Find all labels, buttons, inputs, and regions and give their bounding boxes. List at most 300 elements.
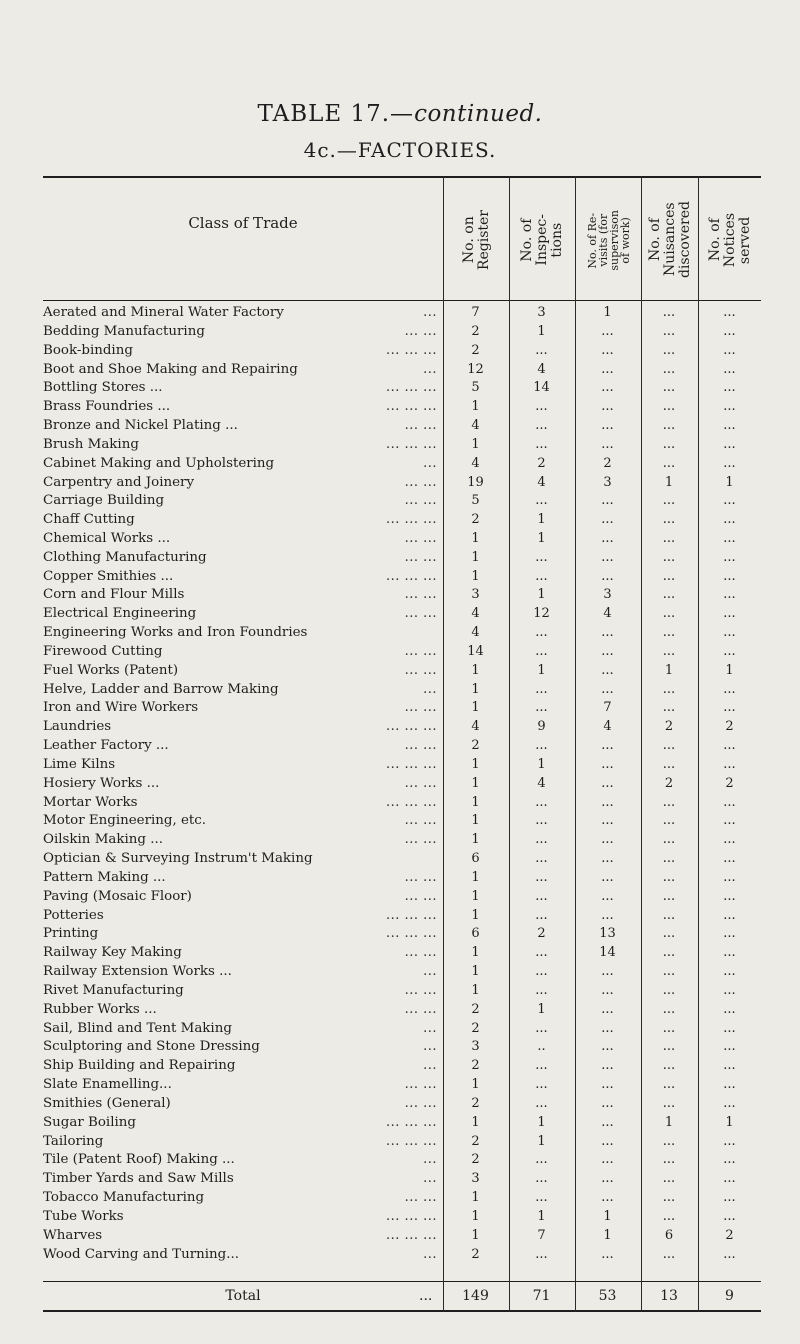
cell-inspections: 1 — [537, 662, 546, 678]
cell-inspections: ... — [535, 549, 548, 565]
leader-dots: ... ... — [404, 945, 437, 961]
cell-revisits: ... — [601, 1246, 614, 1262]
trade-name: Laundries — [43, 719, 112, 735]
leader-dots: ... — [423, 1152, 437, 1168]
cell-inspections: ... — [535, 681, 548, 697]
leader-dots: ... — [423, 681, 437, 697]
cell-register: 2 — [471, 1020, 480, 1036]
cell-nuisances: ... — [662, 964, 676, 979]
cell-revisits: 3 — [603, 474, 612, 490]
cell-nuisances: ... — [662, 399, 676, 415]
cell-inspections: ... — [535, 945, 548, 961]
trade-name: Motor Engineering, etc. — [43, 813, 207, 829]
leader-dots: ... ... — [404, 643, 437, 659]
cell-nuisances: ... — [662, 888, 676, 904]
table-row — [43, 738, 761, 755]
trade-name: Paving (Mosaic Floor) — [43, 888, 192, 904]
cell-inspections: 4 — [537, 361, 546, 377]
cell-register: 6 — [471, 926, 480, 942]
cell-register: 2 — [471, 738, 480, 754]
cell-register: 12 — [467, 361, 484, 377]
cell-inspections: ... — [535, 813, 548, 829]
cell-notices: ... — [723, 813, 736, 829]
total-row — [43, 1288, 761, 1306]
cell-revisits: 1 — [603, 305, 612, 320]
cell-register: 2 — [471, 1095, 480, 1111]
header-no-of-nuisances — [642, 182, 698, 298]
cell-revisits: ... — [601, 982, 614, 998]
cell-revisits: ... — [601, 1114, 614, 1130]
cell-nuisances: ... — [662, 794, 676, 810]
trade-name: Optician & Surveying Instrum't Making — [43, 851, 313, 867]
leader-dots: ... ... — [404, 738, 437, 754]
cell-notices: ... — [723, 888, 736, 904]
cell-notices: ... — [723, 568, 736, 584]
cell-notices: ... — [723, 606, 736, 622]
cell-nuisances: ... — [662, 587, 676, 603]
leader-dots: ... ... ... — [386, 380, 437, 396]
trade-name: Bedding Manufacturing — [43, 323, 205, 339]
leader-dots: ... ... — [404, 662, 437, 678]
table-row — [43, 625, 761, 642]
table-row — [43, 1190, 761, 1207]
trade-name: Potteries — [43, 907, 104, 923]
cell-register: 4 — [471, 719, 480, 735]
table-row — [43, 832, 761, 849]
cell-notices: ... — [723, 625, 736, 641]
cell-revisits: ... — [601, 342, 614, 358]
cell-inspections: ... — [535, 342, 548, 358]
cell-inspections: ... — [535, 1095, 548, 1111]
trade-name: Tobacco Manufacturing — [43, 1190, 205, 1205]
table-row — [43, 719, 761, 736]
cell-nuisances: ... — [662, 455, 676, 471]
cell-nuisances: ... — [662, 549, 676, 565]
table-row — [43, 813, 761, 830]
leader-dots: ... ... — [404, 1095, 437, 1111]
total-top-rule — [43, 1281, 761, 1282]
table-title-suffix: continued. — [414, 101, 543, 127]
cell-revisits: ... — [601, 888, 614, 904]
cell-register: 1 — [471, 399, 480, 415]
trade-name: Pattern Making ... — [43, 869, 166, 885]
cell-notices: ... — [723, 549, 736, 565]
leader-dots: ... ... ... — [386, 719, 437, 735]
cell-notices: ... — [723, 756, 736, 772]
trade-name: Fuel Works (Patent) — [43, 662, 179, 678]
cell-inspections: 4 — [537, 775, 546, 791]
cell-register: 2 — [471, 1001, 480, 1017]
table-row — [43, 945, 761, 962]
trade-name: Clothing Manufacturing — [43, 549, 207, 565]
table-row — [43, 437, 761, 454]
table-row — [43, 305, 761, 322]
leader-dots: ... ... — [404, 587, 437, 603]
cell-notices: ... — [723, 342, 736, 358]
table-row — [43, 380, 761, 397]
total-inspections: 71 — [532, 1288, 551, 1304]
cell-register: 1 — [471, 1190, 480, 1205]
cell-inspections: ... — [535, 907, 548, 923]
header-bottom-rule — [43, 300, 761, 301]
trade-name: Engineering Works and Iron Foundries — [43, 625, 308, 641]
leader-dots: ... — [423, 455, 437, 471]
cell-inspections: ... — [535, 568, 548, 584]
cell-notices: ... — [723, 1077, 736, 1092]
leader-dots: ... ... — [404, 700, 437, 716]
cell-notices: ... — [723, 323, 736, 339]
header-no-on-register-label: No. on Register — [460, 209, 492, 271]
cell-inspections: 3 — [537, 305, 546, 320]
bottom-rule — [43, 1310, 761, 1312]
cell-register: 1 — [471, 1114, 480, 1130]
cell-notices: ... — [723, 512, 736, 528]
leader-dots: ... ... — [404, 531, 437, 546]
header-no-of-notices-label: No. of Notices served — [706, 212, 753, 268]
cell-revisits: ... — [601, 907, 614, 923]
top-rule — [43, 176, 761, 178]
cell-nuisances: 2 — [664, 775, 674, 791]
cell-register: 2 — [471, 1152, 480, 1168]
table-subtitle: 4c.—FACTORIES. — [303, 138, 497, 162]
cell-inspections: ... — [535, 1077, 548, 1092]
trade-name: Firewood Cutting — [43, 643, 163, 659]
cell-register: 2 — [471, 1133, 480, 1149]
cell-nuisances: ... — [662, 1171, 676, 1187]
cell-register: 1 — [471, 1227, 480, 1243]
cell-nuisances: ... — [662, 1039, 676, 1055]
cell-revisits: ... — [601, 1152, 614, 1168]
cell-register: 19 — [467, 474, 484, 490]
cell-notices: ... — [723, 794, 736, 810]
trade-name: Carriage Building — [43, 493, 165, 509]
trade-name: Rivet Manufacturing — [43, 982, 184, 998]
cell-inspections: ... — [535, 794, 548, 810]
cell-nuisances: ... — [662, 342, 676, 358]
cell-nuisances: ... — [662, 1001, 676, 1017]
cell-revisits: ... — [601, 323, 614, 339]
trade-name: Ship Building and Repairing — [43, 1058, 236, 1074]
cell-inspections: ... — [535, 869, 548, 885]
cell-nuisances: ... — [662, 1152, 676, 1168]
cell-register: 1 — [471, 982, 480, 998]
table-row — [43, 700, 761, 717]
header-no-of-revisits — [576, 182, 641, 298]
cell-inspections: ... — [535, 643, 548, 659]
trade-name: Rubber Works ... — [43, 1001, 157, 1017]
table-row — [43, 1039, 761, 1056]
trade-name: Sculptoring and Stone Dressing — [43, 1039, 260, 1055]
cell-nuisances: ... — [662, 380, 676, 396]
table-row — [43, 606, 761, 623]
cell-revisits: ... — [601, 380, 614, 396]
cell-nuisances: 1 — [664, 662, 674, 678]
cell-revisits: ... — [601, 1190, 614, 1205]
table-row — [43, 1096, 761, 1113]
trade-name: Brush Making — [43, 436, 139, 452]
trade-name: Sail, Blind and Tent Making — [43, 1020, 232, 1036]
factories-table — [43, 176, 761, 1304]
cell-revisits: ... — [601, 738, 614, 754]
cell-nuisances: ... — [662, 1246, 676, 1262]
leader-dots: ... ... — [404, 418, 437, 433]
cell-revisits: ... — [601, 436, 614, 452]
cell-nuisances: ... — [662, 568, 676, 584]
cell-notices: ... — [723, 587, 736, 603]
cell-revisits: 7 — [603, 700, 612, 716]
cell-inspections: ... — [535, 418, 548, 433]
cell-notices: ... — [723, 1246, 736, 1262]
trade-name: Aerated and Mineral Water Factory — [43, 305, 284, 320]
table-row — [43, 795, 761, 812]
total-leader: ... — [419, 1288, 433, 1304]
table-row — [43, 418, 761, 435]
trade-name: Iron and Wire Workers — [43, 700, 199, 716]
cell-register: 1 — [471, 436, 480, 452]
leader-dots: ... ... ... — [386, 926, 437, 942]
cell-inspections: 1 — [537, 512, 546, 528]
cell-register: 2 — [471, 1246, 480, 1262]
cell-register: 1 — [471, 662, 480, 678]
leader-dots: ... ... — [404, 813, 437, 829]
cell-nuisances: 6 — [664, 1227, 674, 1243]
cell-notices: ... — [723, 1001, 736, 1017]
cell-revisits: ... — [601, 1058, 614, 1074]
total-register: 149 — [462, 1288, 489, 1304]
cell-nuisances: ... — [662, 305, 676, 320]
cell-register: 1 — [471, 681, 480, 697]
cell-inspections: ... — [535, 964, 548, 979]
cell-nuisances: ... — [662, 1095, 676, 1111]
cell-register: 4 — [471, 418, 480, 433]
cell-register: 1 — [471, 756, 480, 772]
trade-name: Sugar Boiling — [43, 1114, 136, 1130]
cell-inspections: ... — [535, 738, 548, 754]
table-row — [43, 475, 761, 492]
cell-revisits: ... — [601, 1077, 614, 1092]
cell-revisits: ... — [601, 643, 614, 659]
cell-notices: ... — [723, 869, 736, 885]
leader-dots: ... — [423, 1020, 437, 1036]
trade-name: Bronze and Nickel Plating ... — [43, 418, 238, 433]
cell-notices: ... — [723, 700, 736, 716]
cell-register: 1 — [471, 549, 480, 565]
header-no-of-revisits-label: No. of Re- visits (for supervison of work) — [585, 209, 632, 271]
table-row — [43, 776, 761, 793]
leader-dots: ... ... — [404, 888, 437, 904]
table-row — [43, 1077, 761, 1094]
cell-register: 4 — [471, 606, 480, 622]
cell-inspections: 2 — [537, 926, 546, 942]
cell-inspections: .. — [537, 1039, 546, 1055]
cell-revisits: ... — [601, 662, 614, 678]
leader-dots: ... ... ... — [386, 436, 437, 452]
cell-nuisances: ... — [662, 1133, 676, 1149]
table-row — [43, 644, 761, 661]
cell-register: 1 — [471, 794, 480, 810]
table-row — [43, 1228, 761, 1245]
table-row — [43, 362, 761, 379]
table-row — [43, 964, 761, 981]
leader-dots: ... ... ... — [386, 1114, 437, 1130]
table-row — [43, 587, 761, 604]
table-row — [43, 550, 761, 567]
cell-revisits: 13 — [599, 926, 616, 942]
cell-notices: ... — [723, 436, 736, 452]
leader-dots: ... ... — [404, 1077, 437, 1092]
cell-notices: ... — [723, 305, 736, 320]
cell-register: 3 — [471, 1171, 480, 1187]
cell-inspections: ... — [535, 982, 548, 998]
cell-revisits: ... — [601, 1020, 614, 1036]
total-notices: 9 — [725, 1288, 734, 1304]
cell-register: 1 — [471, 1077, 480, 1092]
cell-nuisances: ... — [662, 512, 676, 528]
cell-register: 1 — [471, 813, 480, 829]
table-row — [43, 493, 761, 510]
trade-name: Oilskin Making ... — [43, 832, 164, 848]
cell-inspections: ... — [535, 625, 548, 641]
cell-inspections: ... — [535, 399, 548, 415]
table-row — [43, 569, 761, 586]
total-nuisances: 13 — [660, 1288, 678, 1304]
cell-register: 1 — [471, 832, 480, 848]
table-title — [0, 101, 800, 127]
header-class-of-trade: Class of Trade — [188, 214, 298, 232]
leader-dots: ... — [423, 1058, 437, 1074]
table-row — [43, 1209, 761, 1226]
trade-name: Carpentry and Joinery — [43, 474, 195, 490]
table-row — [43, 1021, 761, 1038]
cell-register: 1 — [471, 945, 480, 961]
leader-dots: ... ... ... — [386, 399, 437, 415]
leader-dots: ... ... ... — [386, 1227, 437, 1243]
cell-notices: ... — [723, 643, 736, 659]
cell-notices: ... — [723, 380, 736, 396]
trade-name: Tailoring — [43, 1133, 104, 1149]
cell-inspections: 1 — [537, 587, 546, 603]
trade-name: Tube Works — [43, 1208, 124, 1224]
leader-dots: ... ... ... — [386, 756, 437, 772]
cell-inspections: ... — [535, 1190, 548, 1205]
table-row — [43, 663, 761, 680]
cell-register: 4 — [471, 455, 480, 471]
cell-notices: ... — [723, 1190, 736, 1205]
trade-name: Corn and Flour Mills — [43, 587, 185, 603]
cell-revisits: ... — [601, 813, 614, 829]
cell-register: 14 — [467, 643, 484, 659]
cell-inspections: 2 — [537, 455, 546, 471]
header-no-on-register — [444, 182, 509, 298]
table-row — [43, 682, 761, 699]
trade-name: Timber Yards and Saw Mills — [43, 1171, 234, 1187]
cell-notices: 1 — [725, 474, 734, 490]
table-row — [43, 1002, 761, 1019]
cell-inspections: 1 — [537, 1208, 546, 1224]
cell-revisits: ... — [601, 531, 614, 546]
cell-nuisances: ... — [662, 493, 676, 509]
cell-notices: ... — [723, 531, 736, 546]
header-no-of-notices — [699, 182, 761, 298]
table-row — [43, 983, 761, 1000]
cell-notices: ... — [723, 832, 736, 848]
cell-inspections: ... — [535, 832, 548, 848]
leader-dots: ... — [423, 1171, 437, 1187]
cell-nuisances: ... — [662, 851, 676, 867]
cell-nuisances: 1 — [664, 474, 674, 490]
cell-revisits: ... — [601, 869, 614, 885]
cell-notices: ... — [723, 361, 736, 377]
cell-inspections: 4 — [537, 474, 546, 490]
cell-revisits: ... — [601, 361, 614, 377]
cell-nuisances: ... — [662, 361, 676, 377]
cell-register: 6 — [471, 851, 480, 867]
cell-register: 1 — [471, 700, 480, 716]
cell-revisits: ... — [601, 775, 614, 791]
trade-name: Chemical Works ... — [43, 531, 171, 546]
cell-inspections: 1 — [537, 1001, 546, 1017]
leader-dots: ... ... ... — [386, 1133, 437, 1149]
cell-revisits: 4 — [603, 719, 612, 735]
cell-inspections: ... — [535, 1020, 548, 1036]
cell-nuisances: 2 — [664, 719, 674, 735]
leader-dots: ... — [423, 305, 437, 320]
leader-dots: ... ... ... — [386, 907, 437, 923]
cell-revisits: ... — [601, 832, 614, 848]
cell-inspections: 14 — [533, 380, 550, 396]
cell-register: 1 — [471, 568, 480, 584]
cell-inspections: ... — [535, 851, 548, 867]
trade-name: Cabinet Making and Upholstering — [43, 455, 275, 471]
cell-notices: ... — [723, 455, 736, 471]
header-no-of-inspections — [510, 182, 575, 298]
cell-nuisances: ... — [662, 813, 676, 829]
cell-register: 1 — [471, 888, 480, 904]
cell-revisits: ... — [601, 794, 614, 810]
cell-notices: ... — [723, 945, 736, 961]
cell-revisits: ... — [601, 964, 614, 979]
cell-revisits: ... — [601, 568, 614, 584]
cell-nuisances: ... — [662, 945, 676, 961]
cell-notices: ... — [723, 399, 736, 415]
cell-register: 1 — [471, 775, 480, 791]
cell-register: 2 — [471, 512, 480, 528]
trade-name: Railway Extension Works ... — [43, 964, 232, 979]
cell-inspections: 12 — [533, 606, 550, 622]
trade-name: Leather Factory ... — [43, 738, 169, 754]
header-no-of-inspections-label: No. of Inspec- tions — [519, 214, 565, 266]
cell-notices: ... — [723, 1152, 736, 1168]
cell-inspections: ... — [535, 1171, 548, 1187]
cell-inspections: ... — [535, 1152, 548, 1168]
cell-notices: 2 — [725, 775, 734, 791]
leader-dots: ... ... — [404, 549, 437, 565]
cell-revisits: ... — [601, 399, 614, 415]
leader-dots: ... ... — [404, 1001, 437, 1017]
trade-name: Hosiery Works ... — [43, 775, 160, 791]
cell-notices: ... — [723, 907, 736, 923]
leader-dots: ... ... ... — [386, 568, 437, 584]
cell-notices: ... — [723, 738, 736, 754]
cell-nuisances: ... — [662, 606, 676, 622]
table-row — [43, 757, 761, 774]
trade-name: Brass Foundries ... — [43, 399, 171, 415]
cell-notices: ... — [723, 851, 736, 867]
cell-notices: ... — [723, 418, 736, 433]
trade-name: Wharves — [43, 1227, 103, 1243]
leader-dots: ... ... — [404, 1190, 437, 1205]
trade-name: Railway Key Making — [43, 945, 182, 961]
